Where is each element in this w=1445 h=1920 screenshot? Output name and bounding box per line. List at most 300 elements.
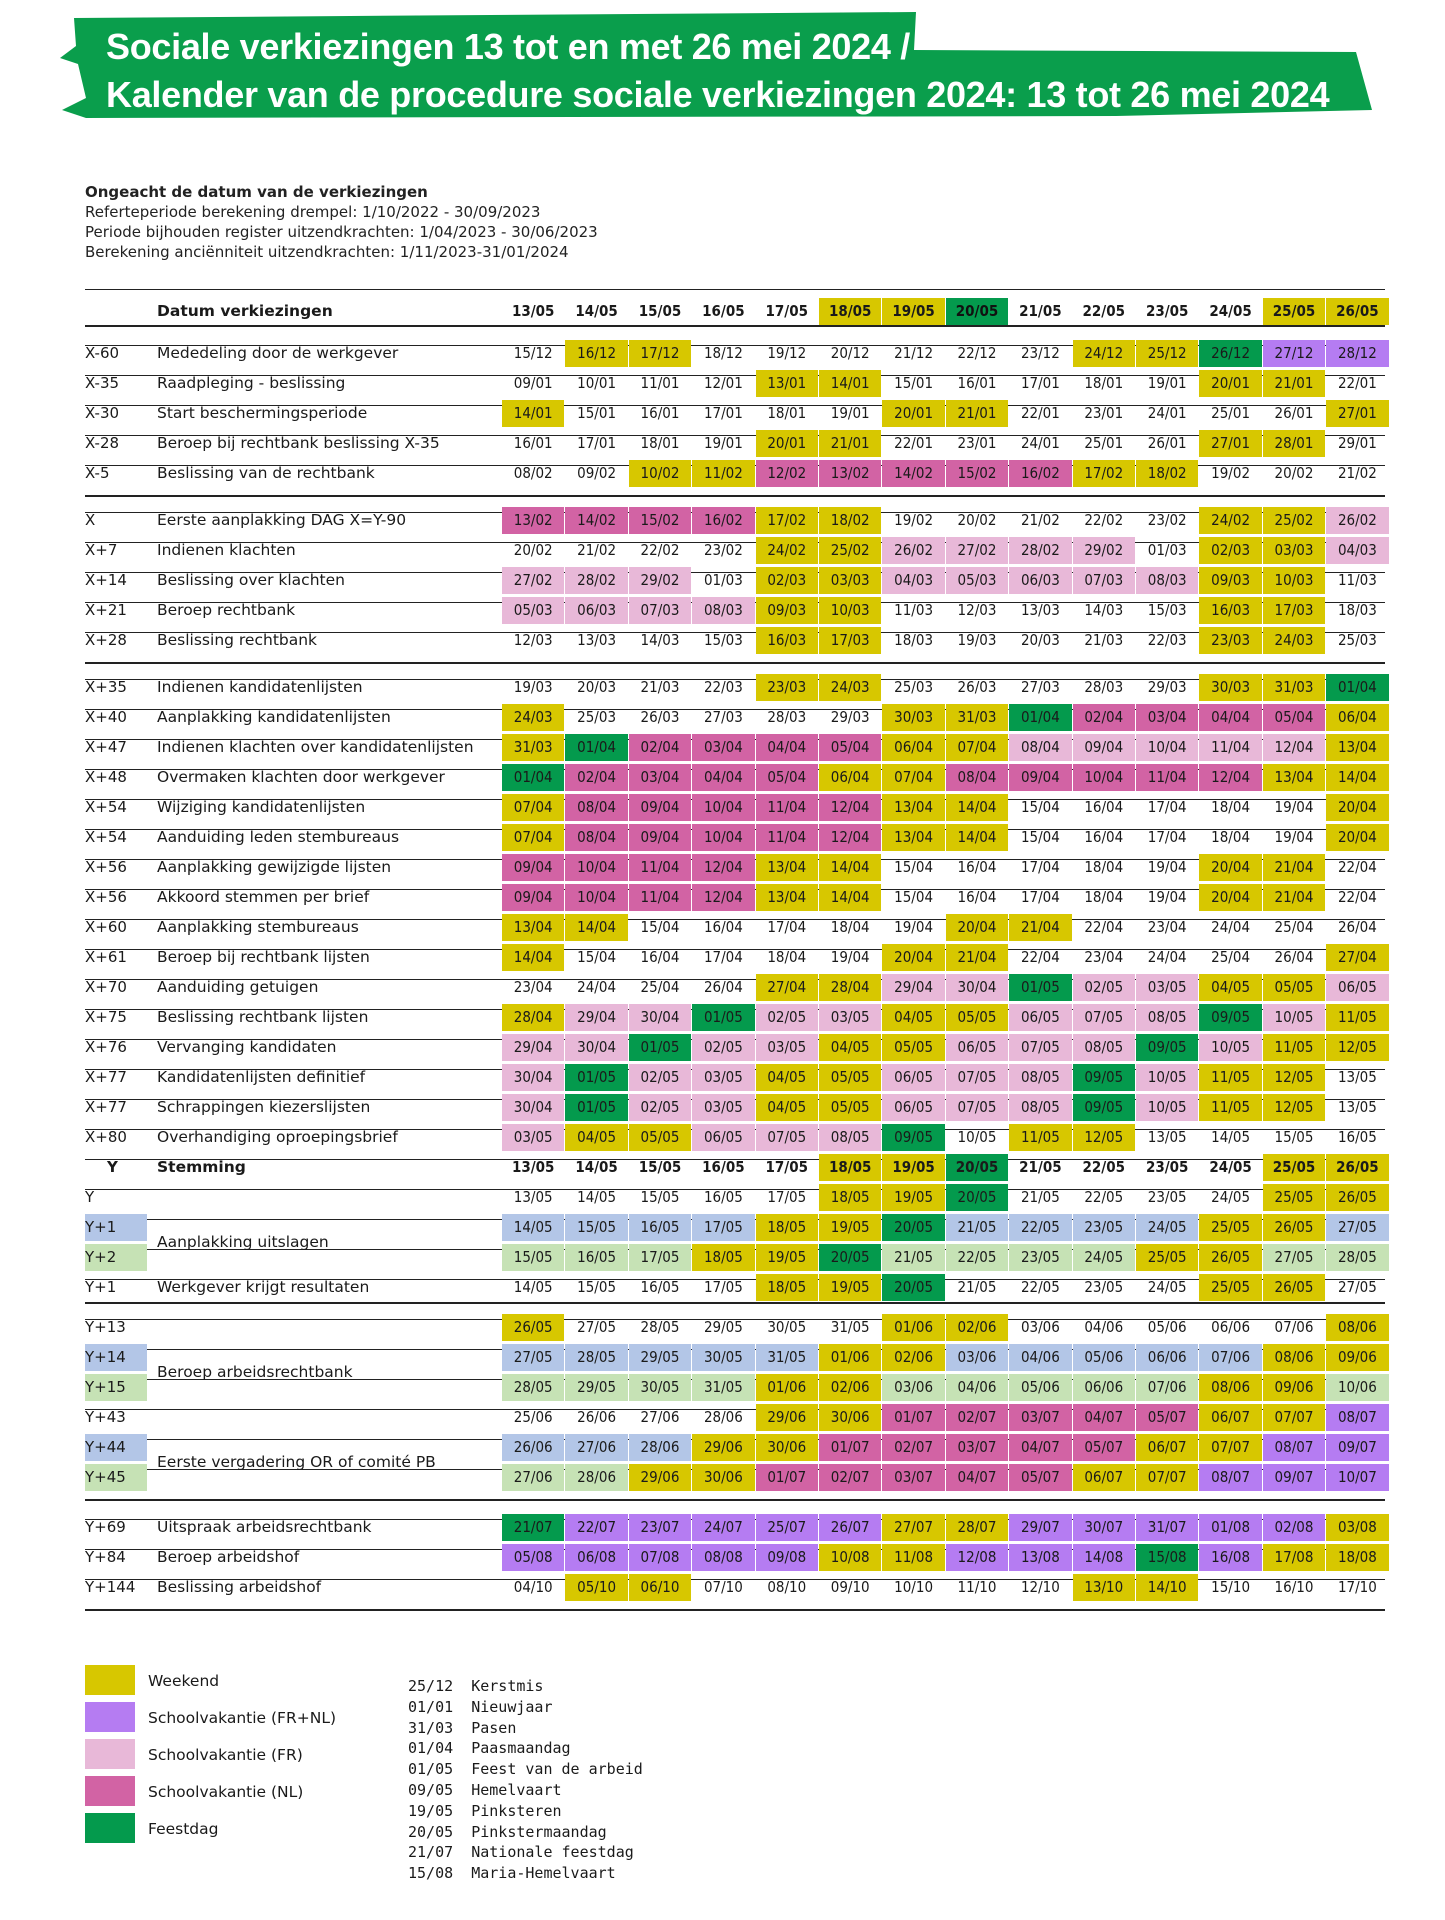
date-cell: 25/12 xyxy=(1136,340,1198,367)
date-cell: 22/03 xyxy=(1147,631,1187,649)
date-cell: 18/05 xyxy=(819,1184,881,1211)
date-cell: 05/04 xyxy=(756,764,818,791)
date-cell: 10/04 xyxy=(565,854,627,881)
date-cell: 25/03 xyxy=(1337,631,1377,649)
date-cell: 19/02 xyxy=(894,511,934,529)
date-cell: 03/07 xyxy=(946,1434,1008,1461)
date-cell: 20/04 xyxy=(946,914,1008,941)
date-cell: 27/12 xyxy=(1263,340,1325,367)
date-cell: 19/01 xyxy=(830,404,870,422)
date-cell: 16/03 xyxy=(1199,597,1261,624)
date-cell: 12/04 xyxy=(692,884,754,911)
date-cell: 17/05 xyxy=(765,1158,809,1176)
date-cell: 18/05 xyxy=(692,1244,754,1271)
row-label: Vervanging kandidaten xyxy=(157,1038,337,1056)
date-cell: 18/05 xyxy=(819,1154,881,1181)
date-cell: 03/04 xyxy=(629,764,691,791)
date-cell: 30/06 xyxy=(819,1404,881,1431)
date-cell: 21/05 xyxy=(1020,1188,1060,1206)
date-cell: 30/04 xyxy=(502,1064,564,1091)
date-cell: 16/08 xyxy=(1199,1544,1261,1571)
date-cell: 10/08 xyxy=(819,1544,881,1571)
date-cell: 02/04 xyxy=(1073,704,1135,731)
date-cell: 05/05 xyxy=(629,1124,691,1151)
row-label: Raadpleging - beslissing xyxy=(157,374,346,392)
date-cell: 31/03 xyxy=(1263,674,1325,701)
row-code: X-5 xyxy=(85,464,110,482)
row-label: Eerste aanplakking DAG X=Y-90 xyxy=(157,511,407,529)
date-cell: 23/03 xyxy=(756,674,818,701)
date-cell: 19/03 xyxy=(957,631,997,649)
date-cell: 08/05 xyxy=(1009,1064,1071,1091)
date-cell: 07/05 xyxy=(946,1064,1008,1091)
date-cell: 21/01 xyxy=(1263,370,1325,397)
date-cell: 10/05 xyxy=(1263,1004,1325,1031)
date-cell: 30/03 xyxy=(1199,674,1261,701)
date-cell: 12/02 xyxy=(756,460,818,487)
row-code: Y+43 xyxy=(85,1408,126,1426)
date-cell: 03/05 xyxy=(692,1064,754,1091)
date-cell: 11/05 xyxy=(1263,1034,1325,1061)
date-cell: 28/07 xyxy=(946,1514,1008,1541)
date-cell: 03/06 xyxy=(1020,1318,1060,1336)
date-cell: 13/04 xyxy=(1263,764,1325,791)
date-cell: 09/05 xyxy=(1136,1034,1198,1061)
date-cell: 14/01 xyxy=(502,400,564,427)
date-cell: 07/05 xyxy=(756,1124,818,1151)
date-cell: 26/05 xyxy=(1263,1274,1325,1301)
date-cell: 17/05 xyxy=(767,1188,807,1206)
date-cell: 26/05 xyxy=(1199,1244,1261,1271)
date-cell: 20/02 xyxy=(1274,464,1314,482)
date-cell: 20/03 xyxy=(577,678,617,696)
date-cell: 08/05 xyxy=(1073,1034,1135,1061)
date-cell: 16/04 xyxy=(1084,798,1124,816)
row-label: Uitspraak arbeidsrechtbank xyxy=(157,1518,372,1536)
date-cell: 07/07 xyxy=(1199,1434,1261,1461)
date-cell: 16/04 xyxy=(640,948,680,966)
date-cell: 15/04 xyxy=(894,858,934,876)
date-cell: 25/05 xyxy=(1136,1244,1198,1271)
date-cell: 15/01 xyxy=(894,374,934,392)
date-cell: 25/03 xyxy=(577,708,617,726)
date-cell: 01/05 xyxy=(565,1094,627,1121)
row-label: Beslissing van de rechtbank xyxy=(157,464,375,482)
date-cell: 31/03 xyxy=(946,704,1008,731)
date-cell: 05/03 xyxy=(946,567,1008,594)
row-code: X-28 xyxy=(85,434,120,452)
date-cell: 19/05 xyxy=(882,1154,944,1181)
date-cell: 09/08 xyxy=(756,1544,818,1571)
date-cell: 02/05 xyxy=(629,1094,691,1121)
date-cell: 25/05 xyxy=(1263,1154,1325,1181)
date-cell: 17/08 xyxy=(1263,1544,1325,1571)
date-cell: 25/04 xyxy=(1211,948,1251,966)
date-cell: 02/08 xyxy=(1263,1514,1325,1541)
row-code: Y+45 xyxy=(85,1464,147,1491)
date-cell: 19/01 xyxy=(703,434,743,452)
date-cell: 09/06 xyxy=(1326,1344,1388,1371)
date-cell: 05/05 xyxy=(819,1064,881,1091)
date-cell: 22/01 xyxy=(1020,404,1060,422)
date-cell: 12/04 xyxy=(819,824,881,851)
date-cell: 02/07 xyxy=(946,1404,1008,1431)
date-cell: 29/02 xyxy=(1073,537,1135,564)
date-cell: 27/04 xyxy=(756,974,818,1001)
date-cell: 09/03 xyxy=(1199,567,1261,594)
legend-swatch xyxy=(85,1665,135,1695)
date-cell: 11/05 xyxy=(1009,1124,1071,1151)
legend-label: Schoolvakantie (NL) xyxy=(148,1783,304,1801)
date-cell: 18/05 xyxy=(756,1274,818,1301)
date-cell: 06/05 xyxy=(1009,1004,1071,1031)
date-cell: 11/03 xyxy=(894,601,934,619)
row-code: Y+69 xyxy=(85,1518,126,1536)
date-cell: 01/03 xyxy=(703,571,743,589)
date-cell: 06/07 xyxy=(1199,1404,1261,1431)
row-label: Beslissing rechtbank lijsten xyxy=(157,1008,369,1026)
date-cell: 10/10 xyxy=(894,1578,934,1596)
date-cell: 04/05 xyxy=(1199,974,1261,1001)
date-cell: 07/03 xyxy=(1073,567,1135,594)
date-cell: 16/01 xyxy=(513,434,553,452)
date-cell: 07/08 xyxy=(629,1544,691,1571)
date-cell: 06/05 xyxy=(882,1064,944,1091)
date-cell: 19/04 xyxy=(894,918,934,936)
date-column-header: 23/05 xyxy=(1145,302,1189,320)
row-label: Start beschermingsperiode xyxy=(157,404,368,422)
row-label: Aanduiding getuigen xyxy=(157,978,319,996)
date-cell: 26/06 xyxy=(502,1434,564,1461)
date-cell: 23/05 xyxy=(1145,1158,1189,1176)
date-cell: 10/05 xyxy=(1136,1064,1198,1091)
date-cell: 26/05 xyxy=(502,1314,564,1341)
date-cell: 12/05 xyxy=(1326,1034,1388,1061)
date-cell: 02/06 xyxy=(819,1374,881,1401)
date-cell: 21/04 xyxy=(946,944,1008,971)
page-title-line-1: Sociale verkiezingen 13 tot en met 26 mei 2024 / xyxy=(106,26,910,67)
date-cell: 31/05 xyxy=(692,1374,754,1401)
date-cell: 23/04 xyxy=(1084,948,1124,966)
date-cell: 25/05 xyxy=(1263,1184,1325,1211)
date-cell: 14/04 xyxy=(1326,764,1388,791)
legend-swatch xyxy=(85,1813,135,1843)
row-label: Indienen klachten xyxy=(157,541,296,559)
date-cell: 27/03 xyxy=(1020,678,1060,696)
date-cell: 12/04 xyxy=(1199,764,1261,791)
date-cell: 05/03 xyxy=(502,597,564,624)
intro-line: Periode bijhouden register uitzendkrachten: 1/04/2023 - 30/06/2023 xyxy=(85,223,598,241)
date-cell: 03/06 xyxy=(882,1374,944,1401)
date-cell: 16/05 xyxy=(629,1214,691,1241)
date-cell: 28/05 xyxy=(565,1344,627,1371)
date-cell: 24/04 xyxy=(1211,918,1251,936)
date-cell: 10/01 xyxy=(577,374,617,392)
group-label-area xyxy=(155,1434,495,1494)
holiday-item: 25/12 Kerstmis xyxy=(408,1677,544,1695)
date-cell: 11/08 xyxy=(882,1544,944,1571)
date-cell: 27/06 xyxy=(640,1408,680,1426)
date-cell: 24/05 xyxy=(1073,1244,1135,1271)
date-cell: 17/04 xyxy=(703,948,743,966)
date-cell: 18/03 xyxy=(894,631,934,649)
date-cell: 23/05 xyxy=(1084,1278,1124,1296)
date-cell: 28/02 xyxy=(1009,537,1071,564)
date-cell: 08/05 xyxy=(819,1124,881,1151)
row-label: Stemming xyxy=(157,1158,246,1176)
date-cell: 11/04 xyxy=(629,854,691,881)
legend-label: Weekend xyxy=(148,1672,220,1690)
date-cell: 27/05 xyxy=(502,1344,564,1371)
date-cell: 12/04 xyxy=(819,794,881,821)
date-cell: 01/05 xyxy=(692,1004,754,1031)
date-column-header: 20/05 xyxy=(946,298,1008,325)
row-label: Wijziging kandidatenlijsten xyxy=(157,798,366,816)
row-code: X+21 xyxy=(85,601,127,619)
date-cell: 18/01 xyxy=(1084,374,1124,392)
date-cell: 17/02 xyxy=(1073,460,1135,487)
date-column-header: 13/05 xyxy=(511,302,555,320)
date-cell: 26/04 xyxy=(1274,948,1314,966)
date-cell: 10/04 xyxy=(1136,734,1198,761)
date-cell: 18/04 xyxy=(767,948,807,966)
holiday-item: 09/05 Hemelvaart xyxy=(408,1780,562,1799)
date-cell: 14/03 xyxy=(1084,601,1124,619)
date-cell: 13/04 xyxy=(502,914,564,941)
date-cell: 25/02 xyxy=(819,537,881,564)
date-cell: 10/04 xyxy=(1073,764,1135,791)
intro-line: Berekening anciënniteit uitzendkrachten: 1/11/2023-31/01/2024 xyxy=(85,243,569,261)
date-cell: 29/03 xyxy=(830,708,870,726)
date-cell: 04/04 xyxy=(1199,704,1261,731)
row-label: Beroep bij rechtbank beslissing X-35 xyxy=(157,434,440,452)
date-cell: 02/03 xyxy=(1199,537,1261,564)
date-cell: 08/07 xyxy=(1326,1404,1388,1431)
date-cell: 22/01 xyxy=(1337,374,1377,392)
date-cell: 14/04 xyxy=(502,944,564,971)
date-cell: 23/02 xyxy=(703,541,743,559)
date-cell: 02/05 xyxy=(1073,974,1135,1001)
date-cell: 21/02 xyxy=(1337,464,1377,482)
date-cell: 19/12 xyxy=(767,344,807,362)
date-column-header: 16/05 xyxy=(702,302,745,320)
date-cell: 11/04 xyxy=(756,794,818,821)
date-cell: 18/05 xyxy=(756,1214,818,1241)
date-cell: 24/03 xyxy=(1263,627,1325,654)
row-code: X+76 xyxy=(85,1038,127,1056)
date-cell: 16/05 xyxy=(640,1278,680,1296)
date-cell: 16/10 xyxy=(1274,1578,1314,1596)
date-cell: 11/10 xyxy=(957,1578,997,1596)
date-cell: 25/02 xyxy=(1263,507,1325,534)
date-cell: 15/03 xyxy=(703,631,743,649)
date-cell: 16/04 xyxy=(957,888,997,906)
date-cell: 10/04 xyxy=(692,794,754,821)
date-cell: 15/04 xyxy=(640,918,680,936)
row-code: X+54 xyxy=(85,828,127,846)
date-cell: 11/05 xyxy=(1199,1064,1261,1091)
date-cell: 16/01 xyxy=(957,374,997,392)
date-cell: 13/05 xyxy=(511,1158,555,1176)
date-cell: 18/04 xyxy=(1211,828,1251,846)
date-cell: 01/06 xyxy=(819,1344,881,1371)
date-cell: 27/01 xyxy=(1326,400,1388,427)
date-cell: 17/03 xyxy=(819,627,881,654)
date-cell: 16/05 xyxy=(1337,1128,1377,1146)
date-cell: 31/05 xyxy=(830,1318,870,1336)
date-cell: 26/01 xyxy=(1147,434,1187,452)
date-cell: 14/04 xyxy=(819,854,881,881)
date-cell: 18/02 xyxy=(819,507,881,534)
date-cell: 26/05 xyxy=(1326,1184,1388,1211)
date-column-header: 21/05 xyxy=(1019,302,1062,320)
row-label: Overhandiging oproepingsbrief xyxy=(157,1128,398,1146)
date-cell: 13/02 xyxy=(502,507,564,534)
date-cell: 19/05 xyxy=(756,1244,818,1271)
date-cell: 12/03 xyxy=(957,601,997,619)
date-cell: 26/12 xyxy=(1199,340,1261,367)
date-cell: 23/03 xyxy=(1199,627,1261,654)
date-cell: 07/03 xyxy=(629,597,691,624)
date-cell: 05/06 xyxy=(1009,1374,1071,1401)
date-cell: 19/03 xyxy=(513,678,553,696)
date-cell: 17/05 xyxy=(629,1244,691,1271)
intro-line: Referteperiode berekening drempel: 1/10/2022 - 30/09/2023 xyxy=(85,203,541,221)
date-cell: 20/04 xyxy=(1199,884,1261,911)
date-cell: 02/05 xyxy=(629,1064,691,1091)
row-code: Y+14 xyxy=(85,1344,147,1371)
holiday-list xyxy=(408,1676,643,1884)
date-cell: 02/04 xyxy=(629,734,691,761)
date-cell: 16/01 xyxy=(640,404,680,422)
date-cell: 14/04 xyxy=(946,794,1008,821)
date-cell: 18/01 xyxy=(767,404,807,422)
date-cell: 04/05 xyxy=(565,1124,627,1151)
date-cell: 04/10 xyxy=(513,1578,553,1596)
date-cell: 25/04 xyxy=(1274,918,1314,936)
date-cell: 27/02 xyxy=(502,567,564,594)
date-cell: 28/01 xyxy=(1263,430,1325,457)
row-code: Y+13 xyxy=(85,1318,126,1336)
row-label: Aanplakking stembureaus xyxy=(157,918,359,936)
date-cell: 23/02 xyxy=(1147,511,1187,529)
date-cell: 11/04 xyxy=(756,824,818,851)
date-cell: 07/07 xyxy=(1136,1464,1198,1491)
date-cell: 08/10 xyxy=(767,1578,807,1596)
row-code: X+47 xyxy=(85,738,127,756)
date-cell: 15/05 xyxy=(502,1244,564,1271)
date-cell: 17/10 xyxy=(1337,1578,1377,1596)
legend-label: Feestdag xyxy=(148,1820,219,1838)
date-cell: 08/03 xyxy=(692,597,754,624)
date-cell: 27/02 xyxy=(946,537,1008,564)
date-cell: 07/10 xyxy=(703,1578,743,1596)
date-cell: 10/04 xyxy=(565,884,627,911)
date-cell: 18/04 xyxy=(1084,858,1124,876)
date-cell: 26/04 xyxy=(1337,918,1377,936)
row-divider xyxy=(85,1609,1385,1611)
date-cell: 19/01 xyxy=(1147,374,1187,392)
date-cell: 04/03 xyxy=(882,567,944,594)
date-cell: 09/04 xyxy=(1073,734,1135,761)
date-cell: 21/04 xyxy=(1009,914,1071,941)
date-cell: 02/05 xyxy=(756,1004,818,1031)
date-cell: 24/02 xyxy=(756,537,818,564)
date-cell: 28/03 xyxy=(1084,678,1124,696)
date-cell: 26/03 xyxy=(640,708,680,726)
date-cell: 16/02 xyxy=(692,507,754,534)
date-cell: 05/05 xyxy=(819,1094,881,1121)
date-cell: 25/05 xyxy=(1199,1214,1261,1241)
date-cell: 23/04 xyxy=(1147,918,1187,936)
date-cell: 07/06 xyxy=(1199,1344,1261,1371)
row-divider xyxy=(85,1499,1385,1501)
date-cell: 01/04 xyxy=(1326,674,1388,701)
date-cell: 05/04 xyxy=(819,734,881,761)
date-cell: 07/05 xyxy=(1073,1004,1135,1031)
date-cell: 08/07 xyxy=(1199,1464,1261,1491)
date-cell: 05/05 xyxy=(946,1004,1008,1031)
date-cell: 04/05 xyxy=(756,1094,818,1121)
date-cell: 18/02 xyxy=(1136,460,1198,487)
date-cell: 25/03 xyxy=(894,678,934,696)
date-cell: 15/05 xyxy=(565,1214,627,1241)
date-cell: 08/08 xyxy=(692,1544,754,1571)
date-cell: 08/03 xyxy=(1136,567,1198,594)
date-cell: 23/01 xyxy=(1084,404,1124,422)
row-label: Overmaken klachten door werkgever xyxy=(157,768,445,786)
date-cell: 18/01 xyxy=(640,434,680,452)
row-label: Beroep bij rechtbank lijsten xyxy=(157,948,370,966)
date-cell: 14/01 xyxy=(819,370,881,397)
holiday-item: 01/04 Paasmaandag xyxy=(408,1739,571,1758)
date-cell: 11/04 xyxy=(629,884,691,911)
date-cell: 20/01 xyxy=(756,430,818,457)
date-cell: 08/04 xyxy=(946,764,1008,791)
row-code: X+48 xyxy=(85,768,127,786)
date-cell: 05/07 xyxy=(1073,1434,1135,1461)
date-cell: 21/04 xyxy=(1263,854,1325,881)
date-cell: 27/06 xyxy=(565,1434,627,1461)
date-cell: 04/04 xyxy=(692,764,754,791)
row-code: Y+1 xyxy=(85,1214,147,1241)
date-cell: 06/07 xyxy=(1136,1434,1198,1461)
date-cell: 10/02 xyxy=(629,460,691,487)
date-cell: 27/04 xyxy=(1326,944,1388,971)
date-cell: 08/02 xyxy=(513,464,553,482)
date-cell: 16/05 xyxy=(702,1158,745,1176)
date-cell: 09/07 xyxy=(1326,1434,1388,1461)
holiday-item: 21/07 Nationale feestdag xyxy=(408,1843,634,1862)
holiday-item: 19/05 Pinksteren xyxy=(408,1801,562,1820)
date-cell: 22/05 xyxy=(946,1244,1008,1271)
date-cell: 24/05 xyxy=(1211,1188,1251,1206)
row-divider xyxy=(85,289,1385,290)
row-label: Aanplakking gewijzigde lijsten xyxy=(157,858,392,876)
date-cell: 05/07 xyxy=(1009,1464,1071,1491)
date-cell: 09/06 xyxy=(1263,1374,1325,1401)
date-cell: 21/01 xyxy=(946,400,1008,427)
date-cell: 22/04 xyxy=(1084,918,1124,936)
date-cell: 08/05 xyxy=(1136,1004,1198,1031)
date-cell: 02/03 xyxy=(756,567,818,594)
row-label: Eerste vergadering OR of comité PB xyxy=(157,1453,436,1471)
date-cell: 13/05 xyxy=(513,1188,553,1206)
date-cell: 30/07 xyxy=(1073,1514,1135,1541)
date-cell: 13/04 xyxy=(882,824,944,851)
date-cell: 19/04 xyxy=(1274,828,1314,846)
date-cell: 06/06 xyxy=(1211,1318,1251,1336)
